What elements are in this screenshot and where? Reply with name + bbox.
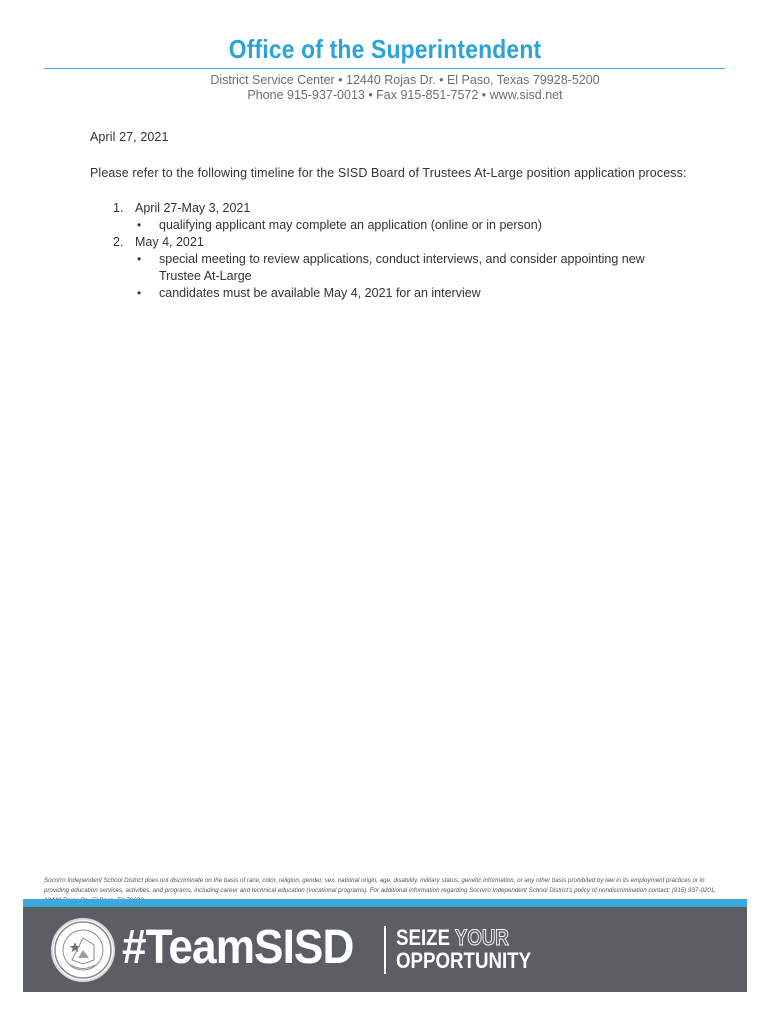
team-hashtag: #TeamSISD	[122, 921, 354, 974]
office-title: Office of the Superintendent	[228, 34, 542, 64]
contact-line: Phone 915-937-0013 • Fax 915-851-7572 • www.sisd.net	[247, 88, 563, 102]
seal-graphic	[53, 920, 113, 980]
timeline-number: 2.	[113, 235, 124, 249]
timeline-detail	[135, 285, 693, 302]
timeline-detail	[135, 217, 693, 234]
detail-text: qualifying applicant may complete an application (online or in person)	[159, 218, 542, 232]
timeline-item	[113, 200, 693, 234]
timeline-item	[113, 234, 693, 302]
slogan-word-seize: SEIZE	[396, 925, 451, 950]
district-seal-icon	[51, 918, 115, 982]
timeline-number: 1.	[113, 201, 124, 215]
timeline-detail	[135, 251, 659, 285]
slogan	[396, 926, 531, 972]
slogan-word-opportunity: OPPORTUNITY	[396, 948, 532, 973]
timeline-date: May 4, 2021	[135, 235, 204, 249]
bullet-icon: •	[137, 252, 142, 266]
detail-text: candidates must be available May 4, 2021 for an interview	[159, 286, 481, 300]
slogan-divider	[384, 926, 386, 974]
bullet-icon: •	[137, 218, 142, 232]
footer-accent-bar	[23, 899, 747, 907]
timeline-details	[135, 217, 693, 234]
timeline-list	[113, 200, 693, 302]
slogan-line-1	[396, 926, 531, 949]
timeline-details	[135, 251, 693, 302]
header-divider	[44, 68, 725, 69]
bullet-icon: •	[137, 286, 142, 300]
address-line: District Service Center • 12440 Rojas Dr. • El Paso, Texas 79928-5200	[210, 73, 600, 87]
nondiscrimination-notice: Socorro Independent School District does not discriminate on the basis of race, color, religion, gender, sex, national origin, age, disability, military status, genetic information, or any other basis prohibited by law in its employment practices or in providing education services, activities, and programs, including career and technical education (vocational programs). For additional information regarding Socorro Independent School District's policy of nondiscrimination contact: (915) 937-0201,	[44, 877, 716, 894]
timeline-date: April 27-May 3, 2021	[135, 201, 251, 215]
detail-text: special meeting to review applications, conduct interviews, and consider appointing new Trustee At-Large	[159, 252, 645, 283]
slogan-word-your: YOUR	[454, 925, 509, 950]
letter-intro: Please refer to the following timeline for the SISD Board of Trustees At-Large position application process:	[90, 166, 687, 180]
letter-date: April 27, 2021	[90, 130, 169, 144]
